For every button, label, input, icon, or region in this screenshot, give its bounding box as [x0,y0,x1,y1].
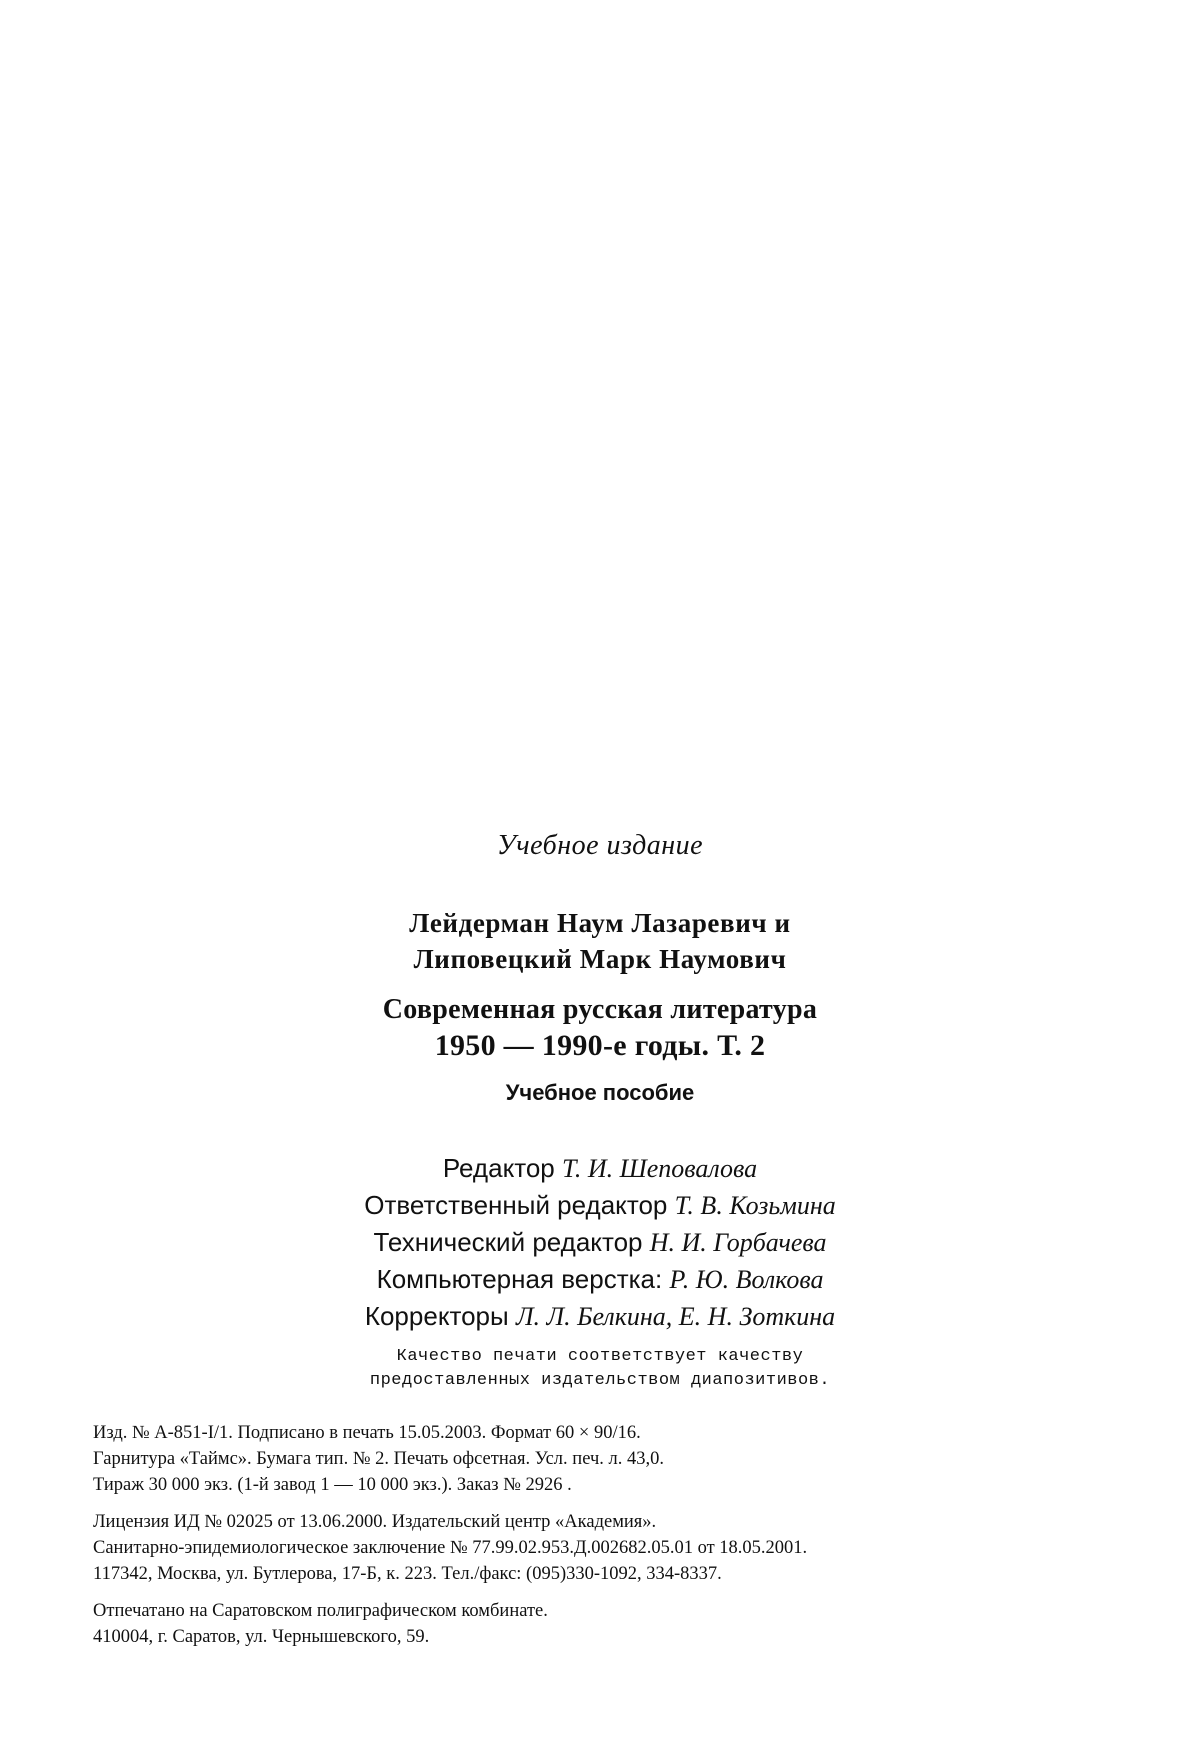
book-title [0,992,1200,1064]
book-title-line: Современная русская литература [382,994,818,1025]
license-details-line: Лицензия ИД № 02025 от 13.06.2000. Издательский центр «Академия». [93,1512,657,1532]
license-details-line: Санитарно-эпидемиологическое заключение № 77.99.02.953.Д.002682.05.01 от 18.05.2001. [93,1538,808,1558]
credit-role: Ответственный редактор [364,1190,668,1220]
credit-row [0,1224,1200,1261]
quality-note-line: предоставленных издательством диапозитивов. [369,1371,831,1390]
printer-details-line: Отпечатано на Саратовском полиграфическом комбинате. [93,1601,548,1621]
credit-name: Н. И. Горбачева [649,1228,827,1257]
credit-name: Т. В. Козьмина [674,1191,836,1220]
book-title-line: 1950 — 1990-е годы. Т. 2 [434,1029,766,1062]
credits-list [0,1150,1200,1335]
print-quality-note [0,1345,1200,1393]
authors [0,905,1200,977]
author-line: Лейдерман Наум Лазаревич и [409,908,791,938]
credit-name: Т. И. Шеповалова [562,1154,758,1183]
quality-note-line: Качество печати соответствует качеству [396,1347,804,1366]
print-details [93,1420,1103,1498]
credit-role: Компьютерная верстка: [376,1264,663,1294]
credit-name: Л. Л. Белкина, Е. Н. Зоткина [515,1302,836,1331]
printer-details [93,1598,1103,1650]
license-details-line: 117342, Москва, ул. Бутлерова, 17-Б, к. 223. Тел./факс: (095)330-1092, 334-8337. [93,1564,722,1584]
credit-role: Технический редактор [373,1227,643,1257]
book-subtitle: Учебное пособие [505,1080,695,1105]
credit-role: Редактор [442,1153,555,1183]
credit-row [0,1261,1200,1298]
license-details [93,1509,1103,1587]
credit-name: Р. Ю. Волкова [669,1265,824,1294]
print-details-line: Тираж 30 000 экз. (1-й завод 1 — 10 000 экз.). Заказ № 2926 . [93,1475,572,1495]
credit-row [0,1298,1200,1335]
credit-row [0,1187,1200,1224]
print-details-line: Гарнитура «Таймс». Бумага тип. № 2. Печать офсетная. Усл. печ. л. 43,0. [93,1449,664,1469]
credit-role: Корректоры [364,1301,509,1331]
print-details-line: Изд. № А-851-I/1. Подписано в печать 15.05.2003. Формат 60 × 90/16. [93,1423,641,1443]
credit-row [0,1150,1200,1187]
author-line: Липовецкий Марк Наумович [413,944,787,974]
edition-type: Учебное издание [496,830,704,861]
printer-details-line: 410004, г. Саратов, ул. Чернышевского, 59. [93,1627,430,1647]
